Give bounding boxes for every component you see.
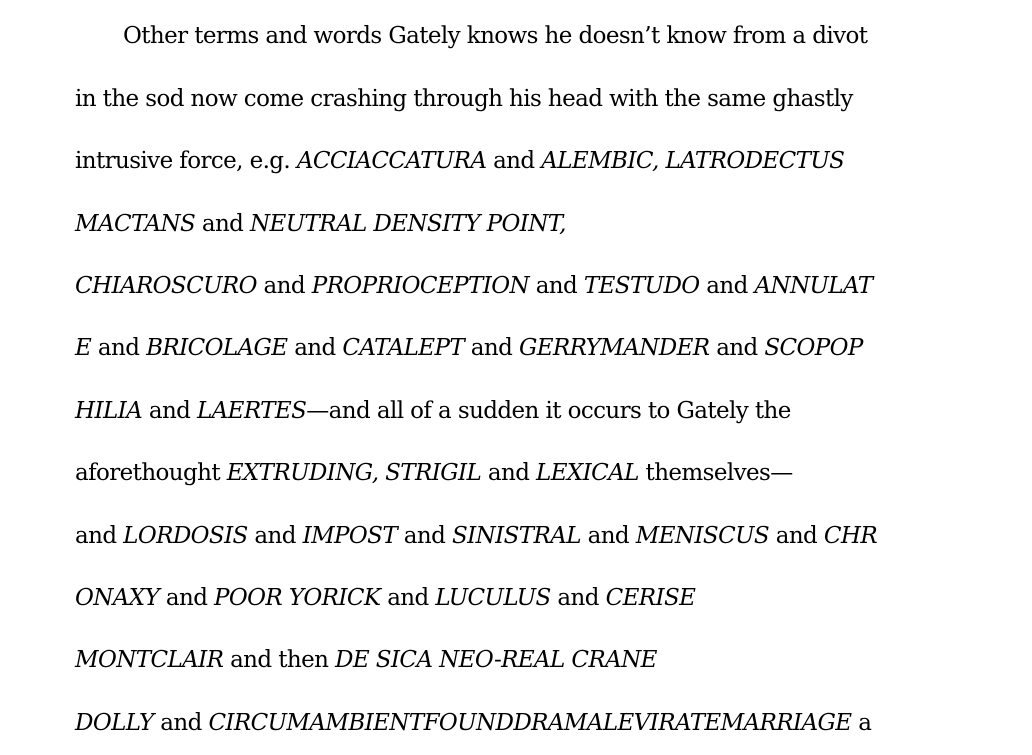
italic-term: DOLLY [75,710,154,736]
body-text: aforethought [75,460,227,486]
body-text: and [481,460,537,486]
body-text: and [397,523,452,549]
body-text: and [709,335,765,361]
italic-term: LUCULUS [435,585,551,611]
body-text: Other terms and words Gately knows he doesn’t know from a divot [123,23,868,49]
italic-term: BRICOLAGE [146,335,288,361]
text-line-7 [75,391,791,431]
italic-term: CIRCUMAMBIENTFOUNDDRAMALEVIRATEMARRIAGE [208,710,852,736]
body-text: and [247,523,303,549]
text-line-12 [75,703,871,743]
italic-term: PROPRIOCEPTION [311,273,529,299]
italic-term: TESTUDO [583,273,700,299]
text-line-1 [123,16,867,56]
body-text: and [486,148,542,174]
body-text: and [380,585,436,611]
body-text: and [256,273,312,299]
italic-term: POOR YORICK [214,585,381,611]
italic-term: IMPOST [302,523,398,549]
body-text: and [528,273,584,299]
body-text: and then [223,647,336,673]
italic-term: ALEMBIC, LATRODECTUS [541,148,845,174]
body-text: and [699,273,755,299]
body-text: and [153,710,209,736]
body-text: and [769,523,824,549]
text-line-10 [75,578,695,618]
text-line-4 [75,204,566,244]
text-line-3 [75,141,844,181]
italic-term: EXTRUDING, STRIGIL [226,460,482,486]
text-line-11 [75,640,657,680]
italic-term: HILIA [75,398,143,424]
text-line-2 [75,79,853,119]
italic-term: CATALEPT [342,335,465,361]
italic-term: LAERTES [197,398,307,424]
italic-term: SCOPOP [764,335,863,361]
italic-term: LORDOSIS [123,523,248,549]
italic-term: NEUTRAL DENSITY POINT, [250,211,566,237]
body-text: in the sod now come crashing through his head with the same ghastly [75,86,853,112]
italic-term: CERISE [605,585,696,611]
body-text: themselves— [638,460,793,486]
body-text: a [851,710,872,736]
body-text: and [91,335,147,361]
text-line-8 [75,453,793,493]
body-text: and [580,523,636,549]
body-text: and [195,211,251,237]
italic-term: DE SICA NEO-REAL CRANE [335,647,657,673]
italic-term: CHIAROSCURO [75,273,257,299]
italic-term: MENISCUS [635,523,770,549]
italic-term: ACCIACCATURA [296,148,487,174]
italic-term: MACTANS [75,211,196,237]
text-line-9 [75,516,877,556]
italic-term: SINISTRAL [451,523,581,549]
body-text: and [464,335,519,361]
text-line-5 [75,266,872,306]
body-text: intrusive force, e.g. [75,148,297,174]
italic-term: ANNULAT [754,273,873,299]
body-text: and [550,585,606,611]
body-text: —and all of a sudden it occurs to Gately the [306,398,791,424]
text-line-6 [75,328,863,368]
italic-term: GERRYMANDER [518,335,710,361]
body-text: and [75,523,124,549]
italic-term: LEXICAL [536,460,639,486]
body-text: and [287,335,343,361]
italic-term: E [75,335,92,361]
italic-term: ONAXY [75,585,160,611]
body-text: and [159,585,215,611]
body-text: and [142,398,197,424]
italic-term: MONTCLAIR [75,647,224,673]
italic-term: CHR [823,523,878,549]
